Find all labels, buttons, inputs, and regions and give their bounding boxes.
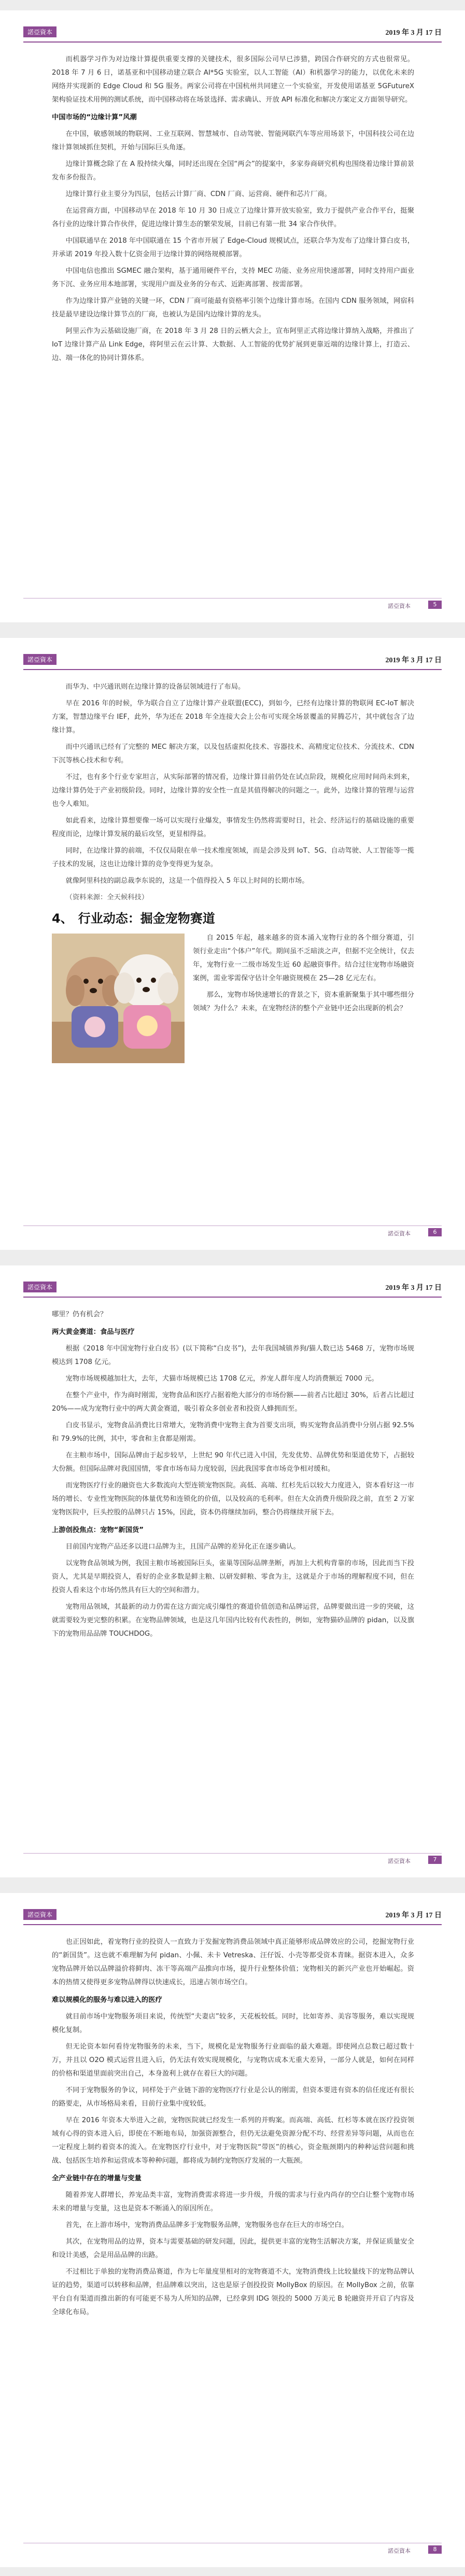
subheading: 中国市场的“边缘计算”风潮	[52, 114, 137, 121]
page-footer	[23, 598, 442, 611]
document-page-3	[0, 1265, 465, 1877]
footer-label: 諾亞資本	[388, 1858, 411, 1864]
page-number: 6	[428, 1228, 442, 1236]
paragraph: 不过，也有多个行业专家坦言，从实际部署的情况看，边缘计算目前仍处在试点阶段，规模化应用时间尚未到来，边缘计算仍处于产业初级阶段。同时，边缘计算的安全性一直是其值得解决的问题之一。此外，边缘计算的管理与运营也令人难知。	[52, 773, 414, 808]
page-number: 5	[428, 601, 442, 609]
header-logo	[23, 1909, 57, 1920]
paragraph: 边缘计算行业主要分为四层，包括云计算厂商、CDN 厂商、运营商、硬件和芯片厂商。	[65, 190, 331, 198]
footer-label: 諾亞資本	[388, 1230, 411, 1237]
paragraph: 而宠物医疗行业的融资也大多数流向大型连锁宠物医院。高低、高端、红杉先后以较大力度进入，资本看好这一市场的增长、专业性宠物医院的体量优势和连锁化的价值，以及较高的毛利率。但在大众消费升级阶段之前，直至 2 万家宠物医院中，巨头控股的品牌只占 15%，因此，资本仍将继续加码，整合仍将继续开展下去。	[52, 1482, 414, 1516]
paragraph: 白皮书显示，宠物食品消费比日常增大，宠物消费中宠物主食为首要支出项，购买宠物食品消费中分别占据 92.5%和 79.9%的比例，其中，零食和主食都是刚需。	[52, 1422, 414, 1443]
document-page-1	[0, 10, 465, 622]
paragraph: 中国电信也推出 SGMEC 融合架构，基于通用硬件平台，支持 MEC 功能、业务应用快速部署，同时支持用户面业务下沉、业务应用本地部署，实现用户面及业务的分布式、近距离部署、按需部署。	[52, 267, 414, 288]
page-header	[23, 1909, 442, 1925]
paragraph: 就目前市场中宠物服务项目来说，传统型“夫妻店”较多，天花板较低。同时，比如寄养、美容等服务，难以实现规模化复制。	[52, 2013, 414, 2034]
logo-badge: 諾亞資本	[23, 654, 57, 665]
paragraph: 哪里？仍有机会？	[52, 1311, 107, 1318]
section-title	[52, 912, 414, 925]
subheading: 上游创投焦点：宠物“新国货”	[52, 1526, 144, 1534]
page-header	[23, 1281, 442, 1298]
page-number: 8	[428, 2545, 442, 2554]
header-date: 2019 年 3 月 17 日	[385, 29, 442, 37]
paragraph: 就像阿里科技的副总裁李东说的，这是一个值得投入 5 年以上时间的长期市场。	[65, 877, 309, 885]
logo-badge: 諾亞資本	[23, 1282, 57, 1292]
header-date: 2019 年 3 月 17 日	[385, 657, 442, 664]
paragraph: 不过相比于单独的宠物消费品赛道，作为七年量度里相对的宠物赛道不大，宠物消费线上比较量线下的宠物品牌认证的趋势，渠道可以转移和品牌，但品牌难以突出，这也是原子创投投资 MollyBox 的原因。在 MollyBox 之前，依靠平台自有渠道而推出新的有可能更不易为人所知的品牌，已经拿到 IDG 领投的 5000 万美元 B 轮融资并开启了内容及全球化布局。	[52, 2268, 414, 2316]
paragraph: 目前国内宠物产品还多以进口品牌为主，且国产品牌的差异化正在逐步确认。	[65, 1543, 300, 1551]
footer-label: 諾亞資本	[388, 603, 411, 609]
page-number: 7	[428, 1856, 442, 1864]
pet-dog-photo	[52, 934, 185, 1063]
paragraph: 其次，在宠物用品的边界，资本与需要基础的研发问题，因此，提供更丰富的宠物生活解决方案，并保证质量安全和设计美感，会是用品品牌的出路。	[52, 2238, 414, 2259]
paragraph: 如此看来，边缘计算想要像一场可以实现行业爆发，事情发生仍然将需要时日，社会、经济运行的基础设施的重要程度而论，边缘计算发展的最后攻坚，更显相得益。	[52, 817, 414, 838]
paragraph: 自 2015 年起，越来越多的资本涌入宠物行业的各个细分赛道，引领行业走出“个体户”年代。期间虽不乏暗淡之声，但据不完全统计，仅去年，宠物行业一二级市场发生近 60 起融资事件。结合过往宠物市场融资案例，需业零需保守估计全年融资规模在 25—28 亿元左右。	[193, 934, 414, 982]
logo-badge: 諾亞資本	[23, 26, 57, 37]
paragraph: 以宠物食品领域为例，我国主粮市场被国际巨头，雀巢等国际品牌垄断，再加上大机构背靠的市场，因此而当下投资人，尤其是早期投资人，看好的企业多数是鲜主粮、以研发鲜粮、零食为主，这就是介于市场的理解程度不同，但在投资人看来这个市场仍然具有巨大的空间和潜力。	[52, 1559, 414, 1594]
paragraph: 随着养宠人群增长，养宠品类丰富，宠物消费需求将进一步升级，升级的需求与行业内尚存的空白让整个宠物市场未来的增量与变量，这也是资本不断涌入的原因所在。	[52, 2191, 414, 2212]
paragraph: 首先，在上游市场中，宠物消费品品牌多于宠物服务品牌，宠物服务也存在巨大的市场空白。	[65, 2221, 348, 2229]
paragraph: 同时，在边缘计算的前端，不仅仅局限在单一技术维度领域，而是会涉及到 IoT、5G、自动驾驶、人工智能等一揽子技术的发展，这也让边缘计算的竞争变得更为复杂。	[52, 847, 414, 868]
page-header	[23, 653, 442, 670]
page-footer	[23, 1853, 442, 1866]
paragraph: 根据《2018 年中国宠物行业白皮书》(以下简称“白皮书”)，去年我国城镇养狗/猫人数已达 5468 万，宠物市场规模达到 1708 亿元。	[52, 1345, 414, 1366]
paragraph: 而华为、中兴通讯则在边缘计算的设备层领域进行了布局。	[65, 683, 245, 691]
document-page-4	[0, 1893, 465, 2567]
subheading: 两大黄金赛道：食品与医疗	[52, 1328, 135, 1336]
page-content	[52, 680, 414, 1067]
page-content	[52, 53, 414, 368]
footer-label: 諾亞資本	[388, 2547, 411, 2554]
paragraph: 宠物市场规模越加壮大，去年，犬猫市场规模已达 1708 亿元，养宠人群年度人均消费额近 7000 元。	[65, 1375, 378, 1383]
paragraph: 作为边缘计算产业链的关键一环，CDN 厂商可能最有资格率引领个边缘计算市场。在国内 CDN 服务领域，网宿科技是最早建设边缘计算节点的厂商，也被认为是国内边缘计算的龙头。	[52, 297, 414, 318]
paragraph: 早在 2016 年资本大举进入之前，宠物医院就已经发生一系列的并购案。而高端、高低、红杉等本就在医疗投资领域有心得的资本进入后，即使在不断地布局，加强资源整合，但仍无法避免资源分配不均、经营差异等问题，从而也在一定程度上制约着资本的流入。在宠物医疗行业中，对于宠物医院“带医”的核心，资金瓶颈期内的种种运营问题和挑战、包括医生培养和运营成本等种种问题，都将成为制约宠物医疗发展的一大瓶颈。	[52, 2117, 414, 2165]
header-logo	[23, 653, 57, 665]
document-page-2	[0, 638, 465, 1250]
paragraph: 而机器学习作为对边缘计算提供重要支撑的关键技术，很多国际公司早已涉猎，跨国合作研究的方式也很常见。2018 年 7 月 6 日，诺基亚和中国移动建立联合 AI*5G 实验室，以人工智能（AI）和机器学习的能力，以优化未来的网络并实现新的 Edge Cloud 和 5G 服务。两家公司将在中国杭州共同建立一个实验室，开发使用诺基亚 5GFutureX 架构验证技术用例的测试系统，而中国移动将在场景选择、需求确认、开放 API 标准化和解决方案定义方面领导研究。	[52, 55, 414, 104]
paragraph: 在主粮市场中，国际品牌由于起步较早，上世纪 90 年代已进入中国，先发优势、品牌优势和渠道优势下，占据较大份额。但国际品牌对我国国情，零食市场布局力度较弱，因此我国零食市场竞争相对缓和。	[52, 1452, 414, 1473]
header-date: 2019 年 3 月 17 日	[385, 1912, 442, 1919]
paragraph: 在整个产业中，作为商时刚需，宠物食品和医疗占据着绝大部分的市场份额——前者占比超过 30%，后者占比超过 20%——成为宠物行业中的两大黄金赛道，吸引着众多创业者和投资人蜂拥而至。	[52, 1391, 414, 1413]
paragraph: 在运营商方面，中国移动早在 2018 年 10 月 30 日成立了边缘计算开放实验室，致力于提供产业合作平台，挺聚各行业的边缘计算合作伙伴，促进边缘计算生态的繁荣发展，目前已有第一批 34 家合作伙伴。	[52, 207, 414, 228]
page-footer	[23, 1226, 442, 1238]
logo-badge: 諾亞資本	[23, 1909, 57, 1920]
paragraph: 那么，宠物市场快速增长的背景之下，资本重新聚集于其中哪些细分领域？为什么？未来，在宠物经济的整个产业链中还会出现新的机会？	[193, 991, 414, 1012]
header-logo	[23, 1281, 57, 1292]
paragraph: 阿里云作为云基础设施厂商，在 2018 年 3 月 28 日的云栖大会上，宣布阿里正式将边缘计算纳入战略，并推出了 IoT 边缘计算产品 Link Edge，将阿里云在云计算、大数据、人工智能的优势扩展到更靠近端的边缘计算上，打造云、边、端一体化的协同计算体系。	[52, 327, 414, 362]
paragraph: 而中兴通讯已经有了完整的 MEC 解决方案，以及包括虚拟化技术、容器技术、高精度定位技术、分流技术、CDN 下沉等核心技术和专利。	[52, 743, 414, 764]
source-note: （资料来源：全天候科技）	[65, 894, 149, 901]
paragraph: 中国联通早在 2018 年中国联通在 15 个省市开展了 Edge-Cloud 规模试点，还联合华为发布了边缘计算白皮书，并承诺 2019 年投入数十亿资金用于边缘计算的网络规模部署。	[52, 237, 414, 258]
paragraph: 边缘计算概念除了在 A 股持续火爆，同时还出现在全国“两会”的提案中，多家券商研究机构也围绕着边缘计算前景发布多份报告。	[52, 160, 414, 182]
paragraph: 在中国，敏感领域的物联网、工业互联网、智慧城市、自动驾驶、智能网联汽车等应用场景下，中国科技公司在边缘计算领域抓住契机，开始与国际巨头角逐。	[52, 130, 414, 151]
paragraph: 但无论资本如何看待宠物服务的未来，当下，规模化是宠物服务行业面临的最大难题。即使网点总数已超过数十万，并且以 O2O 模式运营且进入后，仍无法有效实现规模化，与宠物店成本无重大差异，一部分人就是，如何在同样的价格和渠道里面前突出自己，本身盈利上就存在着巨大的问题。	[52, 2043, 414, 2078]
subheading: 全产业链中存在的增量与变量	[52, 2175, 142, 2182]
paragraph: 也正因如此，着宠物行业的投资人一直致力于发掘宠物消费品领域中真正能够形成品牌效应的公司，挖掘宠物行业的“新国货”。这也就不难理解为何 pidan、小佩、未卡 Vetreska、汪仔饭、小壳等都受资本青睐。据资本进入，众多宠物品牌开始以品牌溢价将鲜肉、冻干等高端产品推向市场，提升行业整体价值；宠物相关的新兴产业也开始崛起。资本的热情又使得更多宠物品牌得以快速成长，迅速占领市场空白。	[52, 1938, 414, 1986]
header-logo	[23, 26, 57, 37]
subheading: 难以规模化的服务与难以进入的医疗	[52, 1996, 162, 2004]
page-header	[23, 26, 442, 43]
section-number: 4、	[52, 911, 73, 926]
paragraph: 早在 2016 年的时候，华为联合自立了边缘计算产业联盟(ECC)，到如今，已经有边缘计算的物联网 EC-IoT 解决方案，智慧边缘平台 IEF，此外，华为还在 2018 年全连接大会上公布可实现全场景覆盖的昇腾芯片，其中就包含了边缘计算。	[52, 700, 414, 734]
section-heading: 行业动态：掘金宠物赛道	[78, 911, 215, 926]
page-content	[52, 1936, 414, 2322]
page-footer	[23, 2543, 442, 2556]
paragraph: 不同于宠物服务的争议，同样处于产业链下游的宠物医疗行业是公认的刚需，但资本要进有资本的信任度还有很长的路要走，从市场格局来看，目前行业集中度较低。	[52, 2086, 414, 2108]
paragraph: 宠物用品领域，其最新的动力仍需在这方面完成引爆性的赛道价值创造和品牌运营，品牌要做出进一步的突破，这就需要较为更完整的积累。在宠物品牌领域，也是这几年国内比较有代表性的，例如，宠物猫砂品牌的 pidan，以及旗下的宠物用品品牌 TOUCHDOG。	[52, 1603, 414, 1638]
header-date: 2019 年 3 月 17 日	[385, 1284, 442, 1292]
page-content	[52, 1308, 414, 1644]
